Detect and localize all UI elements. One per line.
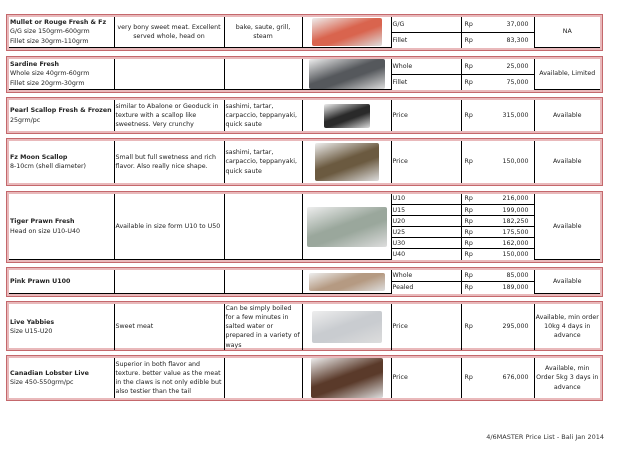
product-description: Sweet meat: [114, 304, 224, 350]
product-description: similar to Abalone or Geoduck in texture with a scallop like sweetness. Very crunchy: [114, 100, 224, 131]
product-spec: 8-10cm (shell diameter): [10, 163, 86, 170]
product-name-cell: [9, 59, 114, 90]
pearl-scallop-photo: [324, 104, 370, 128]
price-amount-cell: [461, 216, 534, 227]
price-currency: Rp: [464, 323, 473, 331]
price-currency: Rp: [464, 239, 473, 247]
price-row: [9, 17, 600, 32]
price-amount-cell: [461, 32, 534, 47]
moon-scallop-plate-photo: [315, 143, 379, 181]
product-block: [6, 14, 603, 51]
price-amount: 189,000: [502, 284, 529, 292]
price-row: [9, 100, 600, 131]
price-amount: 150,000: [502, 250, 529, 258]
price-label: Price: [391, 304, 461, 350]
availability-status: Available: [534, 270, 600, 294]
price-amount-cell: [461, 304, 534, 350]
product-spec: Fillet size 30grm-110grm: [10, 37, 89, 45]
product-name: Tiger Prawn Fresh: [10, 218, 75, 226]
product-description: [114, 59, 224, 90]
product-description: Available in size form U10 to U50: [114, 194, 224, 260]
price-amount-cell: [461, 100, 534, 131]
page-footer: 4/6MASTER Price List - Bali Jan 2014: [486, 433, 604, 441]
price-row: [9, 270, 600, 282]
price-amount-cell: [461, 238, 534, 249]
price-currency: Rp: [464, 195, 473, 203]
product-usage: bake, saute, grill, steam: [224, 17, 302, 48]
product-image-cell: [302, 194, 391, 260]
price-label: G/G: [391, 17, 461, 32]
availability-status: Available, min Order 5kg 3 days in advance: [534, 358, 600, 398]
price-currency: Rp: [464, 111, 473, 119]
price-currency: Rp: [464, 158, 473, 166]
availability-status: NA: [534, 17, 600, 48]
product-description: Superior in both flavor and texture. better value as the meat in the claws is not only edible but also testier than the tail: [114, 358, 224, 398]
price-currency: Rp: [464, 206, 473, 214]
availability-status: Available: [534, 141, 600, 183]
product-spec: Fillet size 20grm-30grm: [10, 79, 85, 87]
price-label: U40: [391, 249, 461, 260]
price-amount-cell: [461, 358, 534, 398]
product-image-cell: [302, 304, 391, 350]
price-label: Price: [391, 141, 461, 183]
price-amount-cell: [461, 205, 534, 216]
product-image-cell: [302, 270, 391, 294]
availability-status: Available: [534, 194, 600, 260]
product-name-cell: [9, 17, 114, 48]
product-usage: [224, 194, 302, 260]
product-image-cell: [302, 358, 391, 398]
price-amount: 83,300: [506, 36, 529, 44]
price-amount-cell: [461, 227, 534, 238]
price-label: Fillet: [391, 32, 461, 47]
price-amount: 315,000: [502, 111, 529, 119]
product-image-cell: [302, 141, 391, 183]
price-amount: 85,000: [506, 272, 529, 280]
price-amount: 75,000: [506, 78, 529, 86]
product-block: [6, 267, 603, 297]
product-block: [6, 97, 603, 134]
price-amount: 162,000: [502, 239, 529, 247]
product-name: Live Yabbies: [10, 318, 55, 326]
product-name-cell: [9, 141, 114, 183]
price-amount-cell: [461, 270, 534, 282]
product-name-cell: [9, 100, 114, 131]
pink-prawn-photo: [309, 273, 385, 291]
price-label: Price: [391, 100, 461, 131]
product-name: Fz Moon Scallop: [10, 153, 68, 161]
price-amount: 182,250: [502, 217, 529, 225]
product-name: Pink Prawn U100: [10, 277, 71, 285]
price-amount: 199,000: [502, 206, 529, 214]
sardines-photo: [309, 59, 385, 89]
product-name: Mullet or Rouge Fresh & Fz: [10, 19, 107, 27]
price-amount: 25,000: [506, 62, 529, 70]
price-amount-cell: [461, 59, 534, 74]
price-label: Whole: [391, 270, 461, 282]
price-currency: Rp: [464, 272, 473, 280]
product-usage: [224, 59, 302, 90]
price-amount-cell: [461, 74, 534, 89]
price-row: [9, 141, 600, 183]
product-block: [6, 191, 603, 263]
price-amount: 37,000: [506, 20, 529, 28]
product-name-cell: [9, 194, 114, 260]
price-amount-cell: [461, 282, 534, 294]
price-label: Pealed: [391, 282, 461, 294]
price-amount-cell: [461, 194, 534, 205]
product-block: [6, 355, 603, 401]
availability-status: Available, Limited: [534, 59, 600, 90]
product-spec: Size U15-U20: [10, 327, 53, 335]
price-currency: Rp: [464, 20, 473, 28]
product-usage: [224, 358, 302, 398]
product-image-cell: [302, 59, 391, 90]
product-usage: [224, 270, 302, 294]
product-name-cell: [9, 358, 114, 398]
availability-status: Available, min order 10kg 4 days in advance: [534, 304, 600, 350]
price-amount-cell: [461, 17, 534, 32]
product-description: very bony sweet meat. Excellent served whole, head on: [114, 17, 224, 48]
product-name-cell: [9, 270, 114, 294]
product-usage: Can be simply boiled for a few minutes in salted water or prepared in a variety of ways: [224, 304, 302, 350]
price-row: [9, 194, 600, 205]
price-label: Fillet: [391, 74, 461, 89]
product-spec: Head on size U10-U40: [10, 227, 81, 235]
price-currency: Rp: [464, 217, 473, 225]
product-spec: G/G size 150grm-600grm: [10, 28, 90, 36]
price-currency: Rp: [464, 62, 473, 70]
availability-status: Available: [534, 100, 600, 131]
product-name-cell: [9, 304, 114, 350]
product-spec: Size 450-550grm/pc: [10, 379, 74, 386]
price-amount: 295,000: [502, 323, 529, 331]
product-block: [6, 56, 603, 93]
price-row: [9, 358, 600, 398]
yabby-photo: [312, 311, 382, 343]
price-currency: Rp: [464, 374, 473, 382]
price-currency: Rp: [464, 78, 473, 86]
tiger-prawn-photo: [307, 207, 387, 247]
product-usage: sashimi, tartar, carpaccio, teppanyaki, quick saute: [224, 141, 302, 183]
price-currency: Rp: [464, 284, 473, 292]
price-label: U20: [391, 216, 461, 227]
product-name: Canadian Lobster Live: [10, 369, 89, 377]
price-label: U15: [391, 205, 461, 216]
price-label: Whole: [391, 59, 461, 74]
price-label: U25: [391, 227, 461, 238]
product-image-cell: [302, 100, 391, 131]
price-row: [9, 304, 600, 350]
price-amount: 676,000: [502, 374, 529, 382]
product-description: Small but full swetness and rich flavor. Also really nice shape.: [114, 141, 224, 183]
price-amount: 216,000: [502, 195, 529, 203]
price-amount-cell: [461, 141, 534, 183]
price-label: Price: [391, 358, 461, 398]
lobster-photo: [311, 358, 383, 398]
product-description: [114, 270, 224, 294]
price-currency: Rp: [464, 250, 473, 258]
red-mullet-photo: [312, 18, 382, 46]
product-spec: Whole size 40grm-60grm: [10, 70, 90, 78]
price-label: U30: [391, 238, 461, 249]
product-name: Pearl Scallop Fresh & Frozen: [10, 107, 112, 115]
product-spec: 25grm/pc: [10, 116, 41, 124]
product-usage: sashimi, tartar, carpaccio, teppanyaki, quick saute: [224, 100, 302, 131]
price-currency: Rp: [464, 36, 473, 44]
product-block: [6, 301, 603, 351]
price-amount: 175,500: [502, 228, 529, 236]
price-currency: Rp: [464, 228, 473, 236]
price-amount-cell: [461, 249, 534, 260]
product-block: [6, 138, 603, 186]
price-row: [9, 59, 600, 74]
price-label: U10: [391, 194, 461, 205]
product-image-cell: [302, 17, 391, 48]
product-name: Sardine Fresh: [10, 61, 60, 69]
price-amount: 150,000: [502, 158, 529, 166]
